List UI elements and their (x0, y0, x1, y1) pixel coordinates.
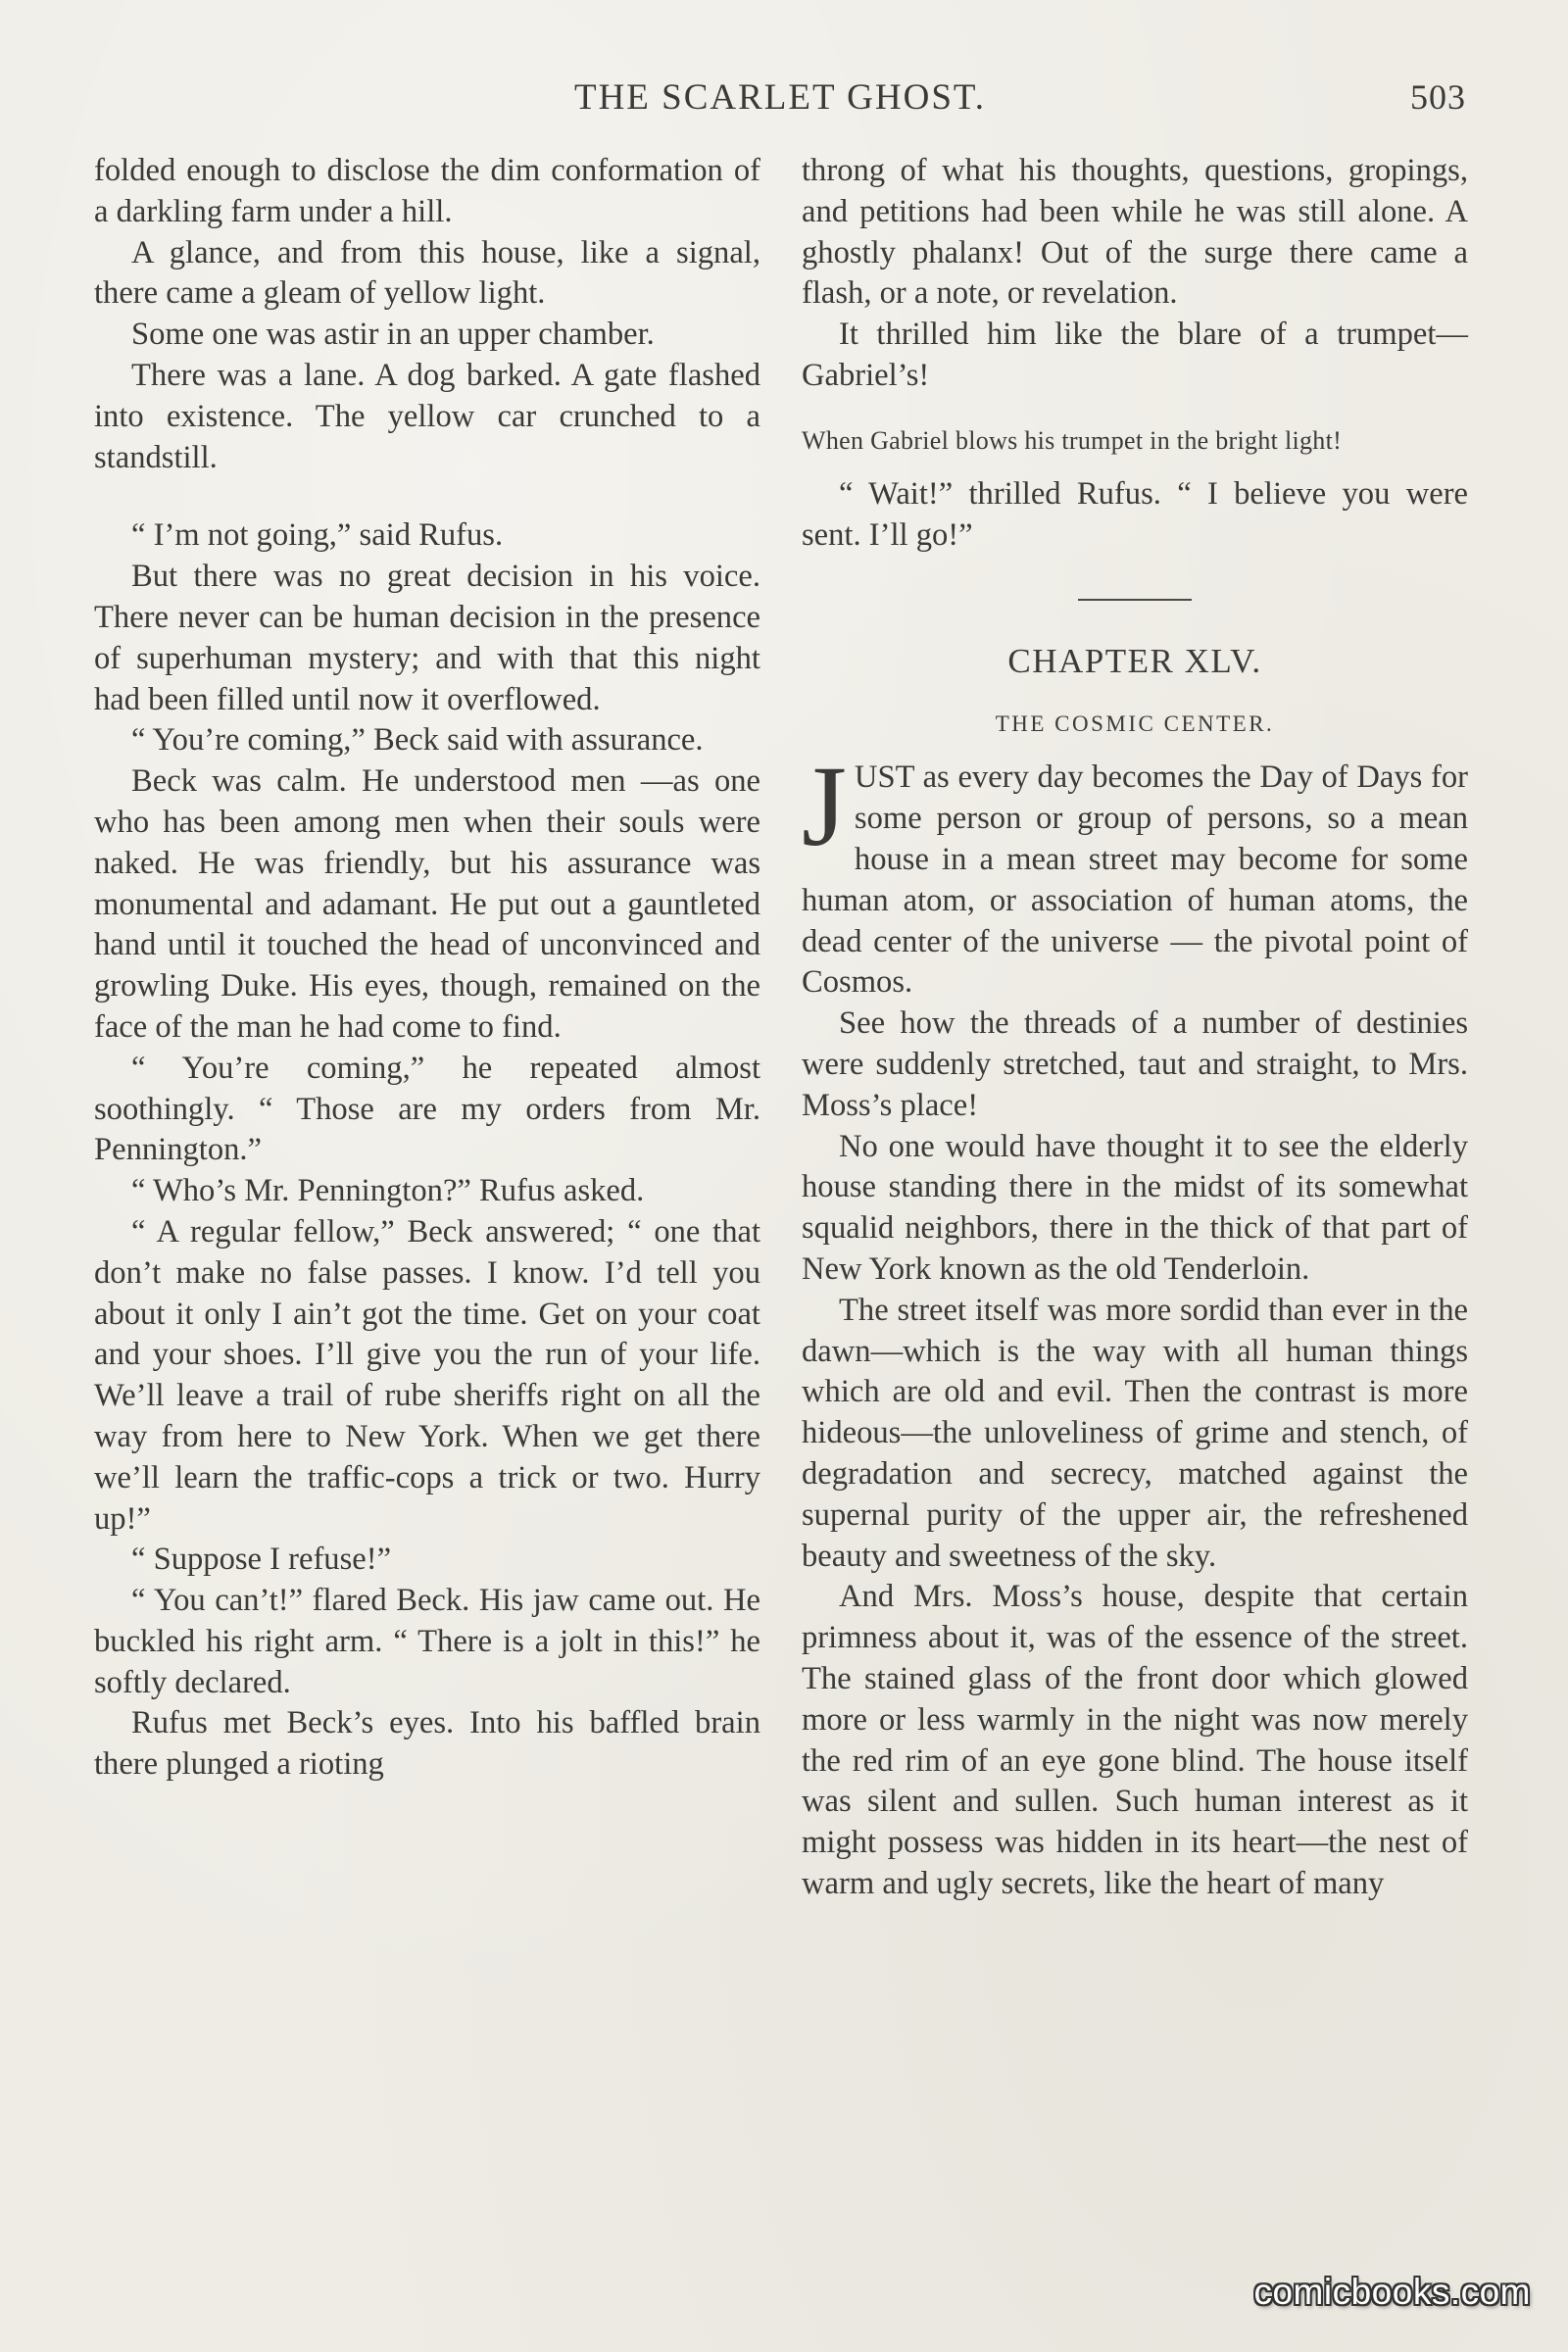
paragraph: It thrilled him like the blare of a trumpet—Gabriel’s! (802, 317, 1468, 393)
page-number: 503 (1410, 77, 1466, 117)
paragraph: folded enough to disclose the dim conformation of a darkling farm under a hill. (94, 153, 760, 229)
paragraph: “ I’m not going,” said Rufus. (131, 517, 504, 554)
paragraph: “ A regular fellow,” Beck answered; “ one that don’t make no false passes. I know. I’d tell you about it only I ain’t got the time. Get on your coat and your shoes. I’ll give you the run of your life. We’ll leave a trail of rube sheriffs right on all the way from here to New York. When we get there we’ll learn the traffic-cops a trick or two. Hurry up!” (94, 1213, 760, 1537)
opening-paragraph-text: UST as every day becomes the Day of Days for some person or group of persons, so a mean house in a mean street may become for some human atom, or association of human atoms, the dead center of the universe — the pivotal point of Cosmos. (802, 760, 1468, 1001)
left-column (94, 151, 760, 1786)
drop-cap: J (802, 742, 847, 871)
chapter-divider-rule (1078, 599, 1192, 601)
paragraph: No one would have thought it to see the elderly house standing there in the midst of its somewhat squalid neighbors, there in the thick of that part of New York known as the old Tenderloin. (802, 1128, 1468, 1287)
paragraph: “ You’re coming,” Beck said with assurance. (131, 722, 704, 759)
paragraph: throng of what his thoughts, questions, gropings, and petitions had been while he was still alone. A ghostly phalanx! Out of the surge there came a flash, or a note, or revelation. (802, 153, 1468, 312)
paragraph: A glance, and from this house, like a signal, there came a gleam of yellow light. (94, 234, 760, 312)
paragraph: “ Wait!” thrilled Rufus. “ I believe you were sent. I’ll go!” (802, 475, 1468, 553)
paragraph: And Mrs. Moss’s house, despite that certain primness about it, was of the essence of the street. The stained glass of the front door which glowed more or less warmly in the night was now merely the red rim of an eye gone blind. The house itself was silent and sullen. Such human interest as it might possess was hidden in its heart—the nest of warm and ugly secrets, like the heart of many (802, 1579, 1468, 1901)
paragraph: “ Suppose I refuse!” (131, 1542, 392, 1578)
paragraph: “ Who’s Mr. Pennington?” Rufus asked. (131, 1173, 645, 1209)
running-title: THE SCARLET GHOST. (573, 77, 987, 118)
verse-quotation: When Gabriel blows his trumpet in the bright light! (802, 425, 1343, 455)
running-head (94, 76, 1466, 123)
right-column (802, 151, 1468, 1905)
chapter-subtitle: THE COSMIC CENTER. (995, 711, 1275, 737)
paragraph: “ You’re coming,” he repeated almost soothingly. “ Those are my orders from Mr. Pennington.” (94, 1050, 760, 1168)
site-watermark: comicbooks.com (1253, 2272, 1531, 2312)
paragraph: Beck was calm. He understood men —as one who has been among men when their souls were naked. He was friendly, but his assurance was monumental and adamant. He put out a gauntleted hand until it touched the head of unconvinced and growling Duke. His eyes, though, remained on the face of the man he had come to find. (94, 763, 760, 1045)
paragraph: See how the threads of a number of destinies were suddenly stretched, taut and straight, to Mrs. Moss’s place! (802, 1005, 1468, 1123)
paragraph: The street itself was more sordid than ever in the dawn—which is the way with all human things which are old and evil. Then the contrast is more hideous—the unloveliness of grime and stench, of degradation and secrecy, matched against the supernal purity of the upper air, the refreshened beauty and sweetness of the sky. (802, 1292, 1468, 1574)
chapter-opening-paragraph (802, 742, 1468, 1004)
paragraph: There was a lane. A dog barked. A gate flashed into existence. The yellow car crunched to a standstill. (94, 357, 760, 475)
paragraph: “ You can’t!” flared Beck. His jaw came out. He buckled his right arm. “ There is a jolt in this!” he softly declared. (94, 1583, 760, 1700)
paragraph: Rufus met Beck’s eyes. Into his baffled brain there plunged a rioting (94, 1705, 760, 1783)
paragraph: Some one was astir in an upper chamber. (131, 317, 655, 353)
paragraph: But there was no great decision in his voice. There never can be human decision in the presence of superhuman mystery; and with that this night had been filled until now it overflowed. (94, 559, 760, 717)
section-break (94, 478, 760, 515)
chapter-heading: CHAPTER XLV. (1007, 642, 1262, 681)
